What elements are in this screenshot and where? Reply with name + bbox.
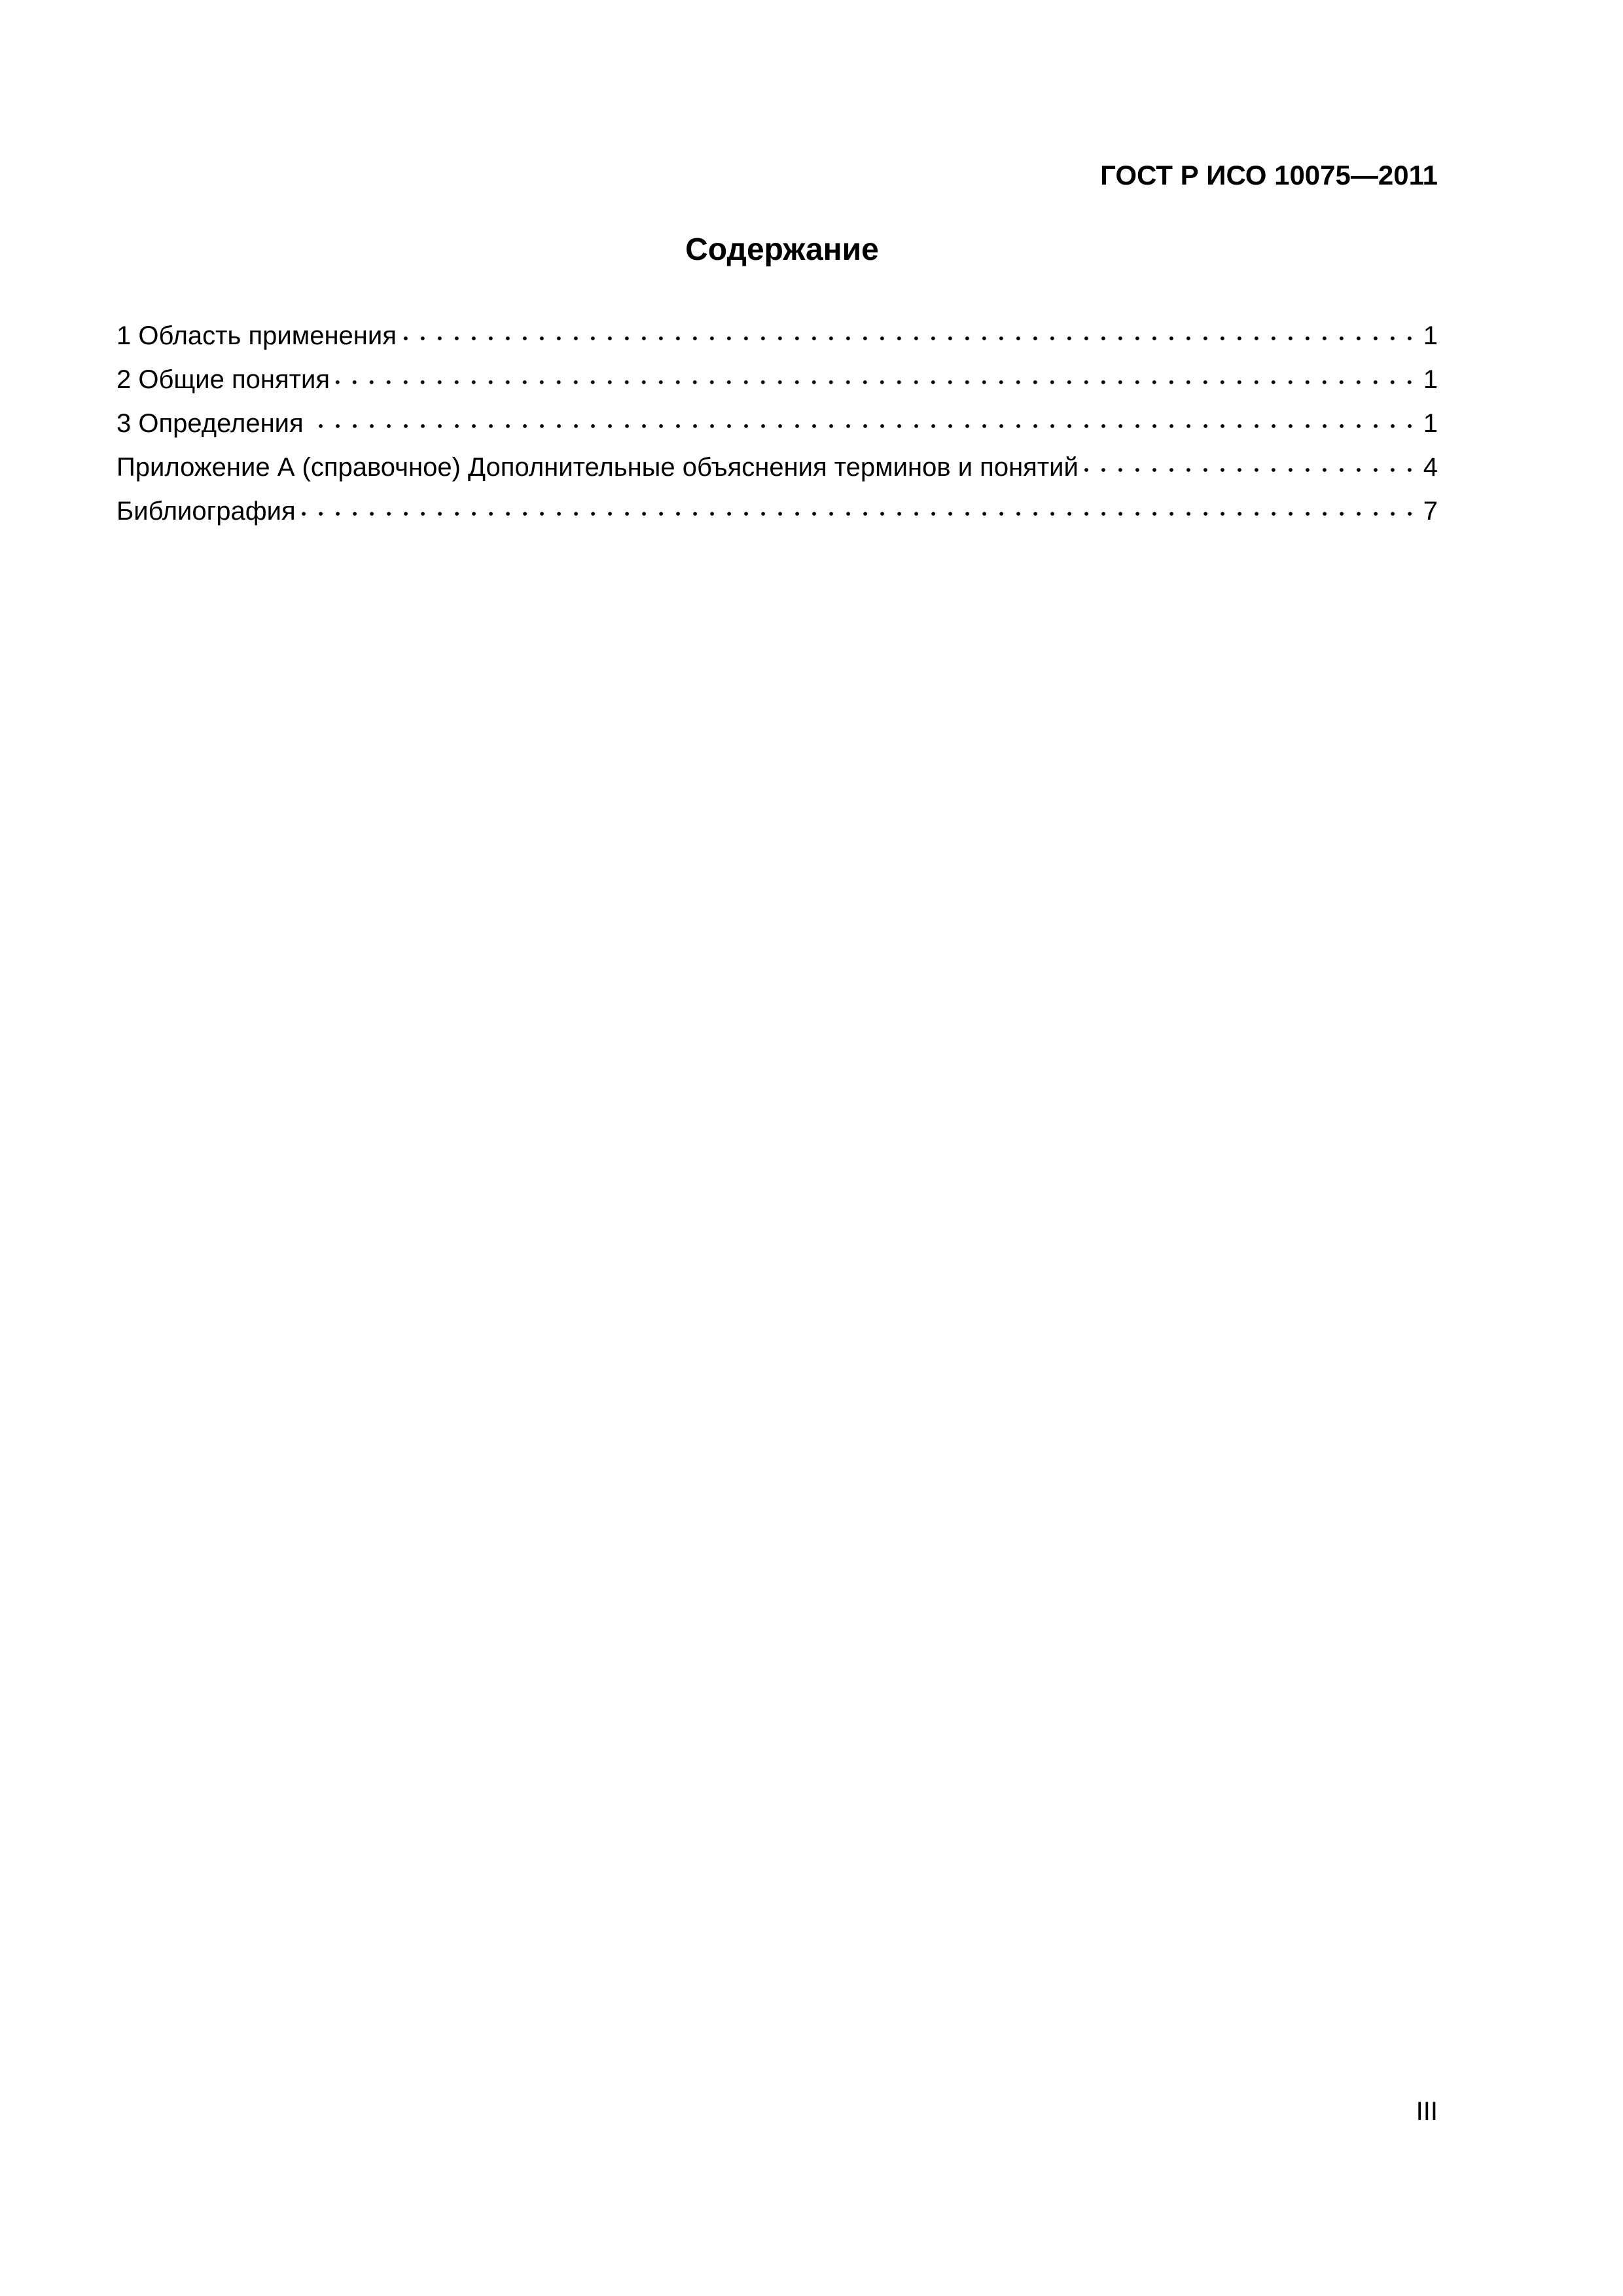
toc-entry-bibliography[interactable]	[116, 486, 1438, 529]
toc-entry-annex-a[interactable]	[116, 442, 1438, 486]
toc-entry-page: 1	[1423, 409, 1438, 438]
toc-entry-page: 1	[1423, 365, 1438, 394]
toc-entry-definitions[interactable]	[116, 398, 1438, 442]
toc-entry-page: 7	[1423, 497, 1438, 526]
toc-entry-label: 1 Область применения	[116, 321, 397, 350]
toc-entry-page: 4	[1423, 453, 1438, 482]
toc-dot-leader	[335, 354, 1418, 388]
toc-dot-leader	[1084, 442, 1418, 476]
toc-entry-page: 1	[1423, 321, 1438, 350]
toc-dot-leader	[309, 398, 1418, 432]
toc-entry-label: Приложение А (справочное) Дополнительные объяснения терминов и понятий	[116, 453, 1079, 482]
toc-title: Содержание	[685, 232, 879, 267]
toc-entry-label: 3 Определения	[116, 409, 304, 438]
table-of-contents	[116, 310, 1438, 529]
page-number: III	[1416, 2097, 1438, 2126]
toc-entry-label: Библиография	[116, 497, 296, 526]
document-code: ГОСТ Р ИСО 10075—2011	[1100, 160, 1438, 190]
toc-dot-leader	[402, 310, 1418, 344]
toc-entry-label: 2 Общие понятия	[116, 365, 330, 394]
toc-entry-scope[interactable]	[116, 310, 1438, 354]
toc-entry-general-concepts[interactable]	[116, 354, 1438, 398]
toc-dot-leader	[301, 486, 1418, 520]
